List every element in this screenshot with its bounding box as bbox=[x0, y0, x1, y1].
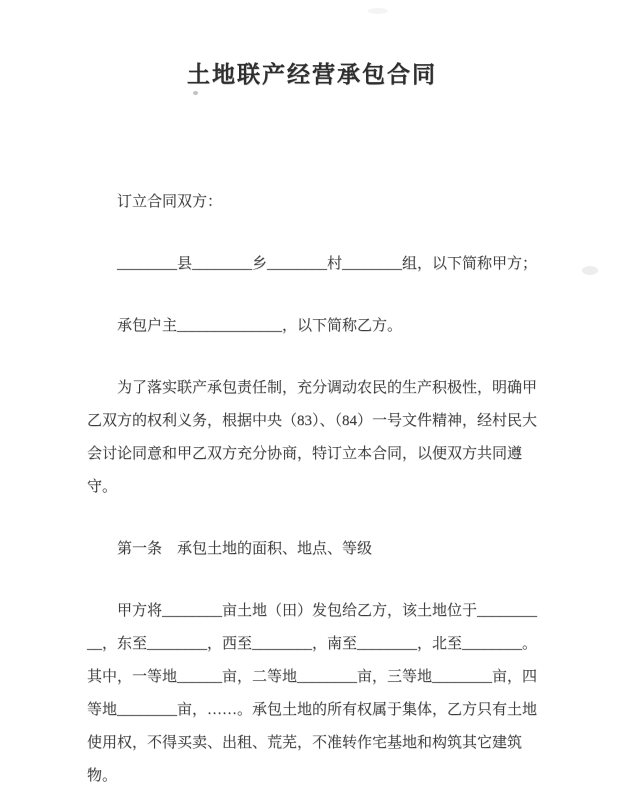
document-title: 土地联产经营承包合同 bbox=[187, 62, 437, 87]
paragraph-article-1-heading: 第一条 承包土地的面积、地点、等级 bbox=[117, 541, 373, 557]
scan-artifact bbox=[582, 266, 598, 275]
paragraph-article-1-body: 甲方将________亩土地（田）发包给乙方，该土地位于__________，东至________，西至________，南至________，北至________。其中，一等地______亩，二等地________亩，三等地________亩，四等地________亩，……。承包土地的所有权属于集体，乙方只有土地使用权，不得买卖、出租、荒芜，不准转作宅基地和构筑其它建筑物。 bbox=[87, 603, 538, 784]
paragraph-party-b-blank-line: 承包户主______________，以下简称乙方。 bbox=[117, 318, 403, 334]
scan-artifact bbox=[368, 8, 388, 14]
paragraph-contract-parties-intro: 订立合同双方： bbox=[117, 194, 223, 210]
paragraph-preamble: 为了落实联产承包责任制，充分调动农民的生产积极性，明确甲乙双方的权利义务，根据中央（83）、（84）一号文件精神，经村民大会讨论同意和甲乙双方充分协商，特订立本合同，以便双方共同遵守。 bbox=[87, 380, 538, 495]
paragraph-party-a-blank-line: ________县________乡________村________组，以下简称甲方； bbox=[117, 256, 538, 272]
